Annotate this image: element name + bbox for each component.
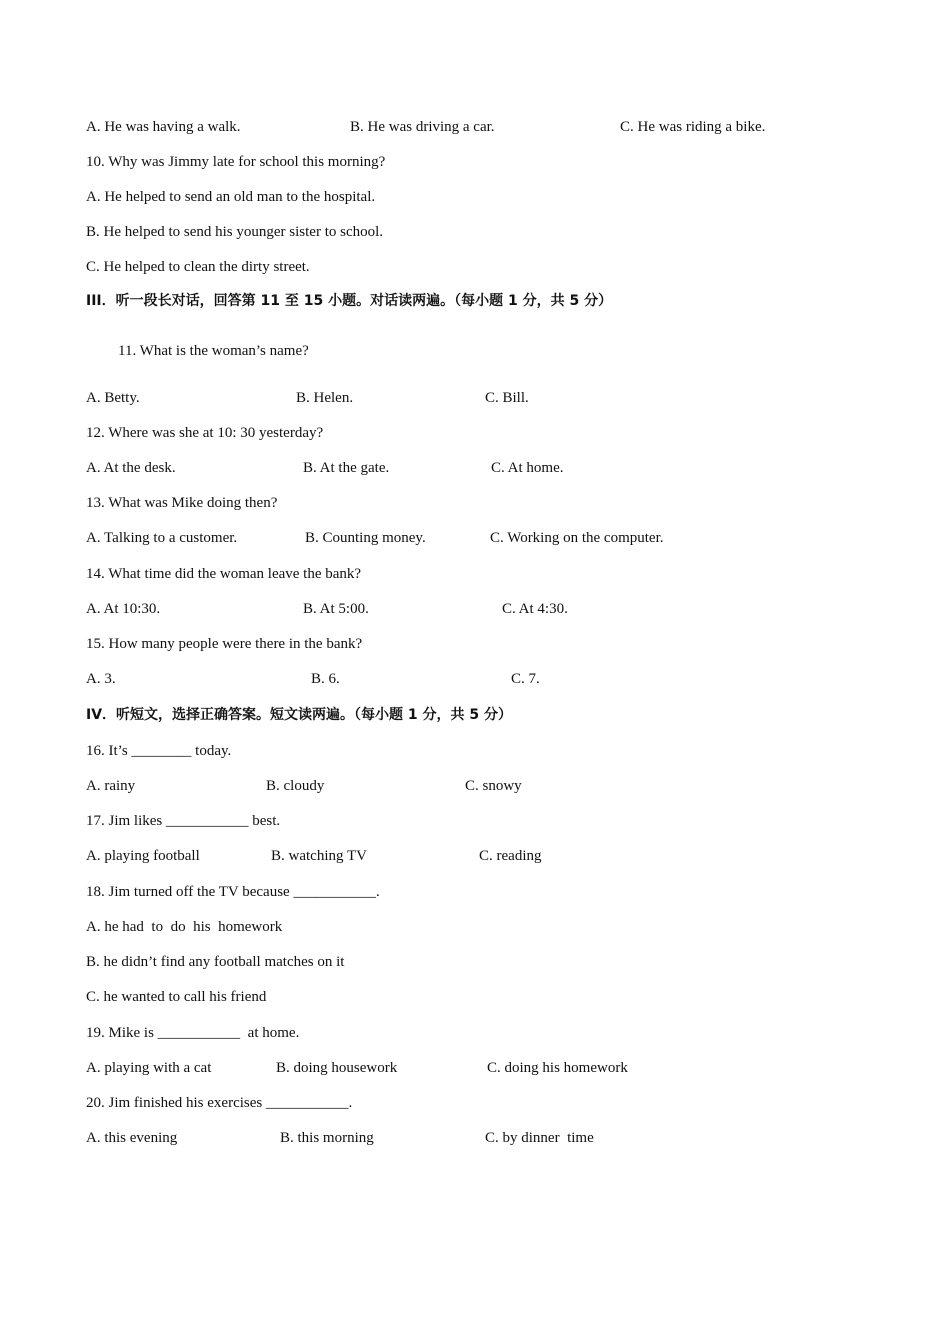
question-15: 15. How many people were there in the bank? [86,636,363,652]
section-heading-iv: IV．听短文，选择正确答案。短文读两遍。（每小题 1 分，共 5 分） [86,707,513,723]
option-17-b: B. watching TV [271,848,367,864]
option-16-c: C. snowy [465,778,522,794]
question-18: 18. Jim turned off the TV because ___________. [86,884,380,900]
option-19-c: C. doing his homework [487,1060,628,1076]
option-10-b: B. He helped to send his younger sister to school. [86,224,384,240]
question-16: 16. It’s ________ today. [86,743,232,759]
option-11-c: C. Bill. [485,390,529,406]
option-14-b: B. At 5:00. [303,601,369,617]
question-10: 10. Why was Jimmy late for school this morning? [86,154,386,170]
section-heading-iii: III．听一段长对话，回答第 11 至 15 小题。对话读两遍。（每小题 1 分，共 5 分） [86,293,613,309]
option-20-b: B. this morning [280,1130,374,1146]
option-12-c: C. At home. [491,460,564,476]
option-9-b: B. He was driving a car. [350,119,495,135]
question-12: 12. Where was she at 10: 30 yesterday? [86,425,324,441]
option-20-a: A. this evening [86,1130,178,1146]
option-9-c: C. He was riding a bike. [620,119,766,135]
option-16-a: A. rainy [86,778,136,794]
question-13: 13. What was Mike doing then? [86,495,278,511]
option-11-a: A. Betty. [86,390,140,406]
option-10-a: A. He helped to send an old man to the hospital. [86,189,376,205]
option-14-c: C. At 4:30. [502,601,568,617]
option-14-a: A. At 10:30. [86,601,161,617]
option-17-a: A. playing football [86,848,200,864]
option-15-a: A. 3. [86,671,116,687]
option-17-c: C. reading [479,848,542,864]
option-19-b: B. doing housework [276,1060,398,1076]
option-19-a: A. playing with a cat [86,1060,212,1076]
option-18-a: A. he had to do his homework [86,919,283,935]
option-15-b: B. 6. [311,671,340,687]
question-14: 14. What time did the woman leave the bank? [86,566,362,582]
option-16-b: B. cloudy [266,778,325,794]
option-11-b: B. Helen. [296,390,354,406]
option-12-b: B. At the gate. [303,460,390,476]
option-18-c: C. he wanted to call his friend [86,989,267,1005]
question-19: 19. Mike is ___________ at home. [86,1025,300,1041]
option-13-b: B. Counting money. [305,530,426,546]
option-13-a: A. Talking to a customer. [86,530,238,546]
option-10-c: C. He helped to clean the dirty street. [86,259,310,275]
option-13-c: C. Working on the computer. [490,530,664,546]
option-12-a: A. At the desk. [86,460,176,476]
question-20: 20. Jim finished his exercises ___________. [86,1095,353,1111]
option-18-b: B. he didn’t find any football matches on it [86,954,345,970]
option-9-a: A. He was having a walk. [86,119,241,135]
option-15-c: C. 7. [511,671,540,687]
question-17: 17. Jim likes ___________ best. [86,813,281,829]
option-20-c: C. by dinner time [485,1130,594,1146]
question-11: 11. What is the woman’s name? [118,343,309,359]
